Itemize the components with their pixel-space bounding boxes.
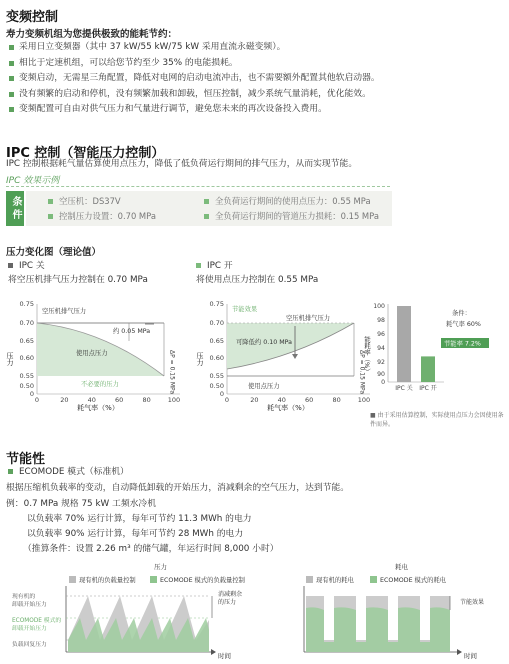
bar-y-tick: 96 (377, 331, 385, 338)
ann-waste: 不必要的压力 (81, 381, 119, 388)
pressure-legend-b: ECOMODE 模式的负载量控制 (160, 577, 245, 584)
chart-ipc-on (194, 296, 384, 416)
condition-item: 空压机：DS37V (48, 195, 121, 207)
ann-effect: 节能效果 (232, 306, 258, 313)
power-legend-a: 现有机的耗电 (316, 577, 354, 584)
ipc-example-label: IPC 效果示例 (6, 176, 60, 186)
pressure-chart-heading: 压力变化图（理论值） (6, 247, 102, 258)
chart-ipc-off (4, 296, 194, 416)
bar-ann-rate: 耗气率 60% (446, 321, 481, 328)
inverter-bullet-list (8, 40, 503, 118)
bar-y-tick: 0 (381, 379, 385, 386)
example-line-3: （推算条件：设置 2.26 m³ 的储气罐，年运行时间 8,000 小时） (23, 544, 279, 554)
dashed-divider (6, 186, 390, 187)
x-tick-label: 0 (224, 396, 230, 404)
ann-use: 使用点压力 (76, 350, 108, 357)
chart-energy-bar (364, 296, 504, 396)
x-tick-label: 40 (277, 396, 286, 404)
y-tick-label: 0 (29, 390, 34, 398)
y-tick-label: 0.55 (209, 372, 224, 380)
y-tick-label: 0.55 (19, 372, 34, 380)
left-ylabel: 压力 (6, 352, 14, 366)
left-xlabel: 耗气率（%） (77, 404, 119, 412)
bar-1 (421, 356, 435, 382)
ecomode-label: ECOMODE 模式（标准机） (8, 465, 129, 480)
mid-ylabel: 压力 (196, 352, 204, 366)
chart-pressure-time (4, 560, 294, 664)
ipc-on-label: IPC 开 (196, 259, 233, 274)
bar-ylabel: 能耗率（%） (363, 336, 371, 375)
example-line-1: 以负载率 70% 运行计算，每年可节约 11.3 MWh 的电力 (27, 514, 252, 524)
ipc-footnote: ■ 由于采用估算控制，实际使用点压力会因使用条件而异。 (370, 412, 504, 428)
x-tick-label: 100 (167, 396, 181, 404)
x-tick-label: 40 (87, 396, 96, 404)
section-title-ipc: IPC 控制（智能压力控制） (6, 146, 165, 161)
bar-category-label: IPC 开 (419, 385, 437, 392)
y-tick-label: 0.70 (209, 319, 224, 327)
example-line-2: 以负载率 90% 运行计算，每年可节约 28 MWh 的电力 (27, 529, 244, 539)
ann-discharge-mid: 空压机排气压力 (286, 315, 331, 322)
bar-ann-save: 节能率 7.2% (444, 340, 481, 348)
x-tick-label: 60 (115, 396, 124, 404)
bullet-item: 相比于定速机组，可以给您节约至少 35% 的电能损耗。 (8, 56, 503, 72)
x-tick-label: 20 (60, 396, 69, 404)
bullet-item: 没有频繁的启动和停机，没有频繁加载和卸载，恒压控制，减少系统气量消耗，优化能效。 (8, 87, 503, 103)
power-ann: 节能效果 (460, 599, 485, 606)
y-tick-label: 0.75 (19, 300, 34, 308)
bar-y-tick: 100 (373, 303, 385, 310)
condition-box (26, 191, 392, 226)
x-tick-label: 0 (34, 396, 40, 404)
example-head: 例：0.7 MPa 规格 75 kW 工频水冷机 (6, 499, 157, 509)
power-title: 耗电 (395, 563, 408, 571)
y-tick-label: 0.70 (19, 319, 34, 327)
y-tick-label: 0.65 (19, 337, 34, 345)
ann-use-mid: 使用点压力 (248, 383, 280, 390)
bar-0 (397, 306, 411, 382)
ipc-on-desc: 将使用点压力控制在 0.55 MPa (196, 275, 319, 285)
mid-xlabel: 耗气率（%） (267, 404, 309, 412)
y-tick-label: 0.50 (209, 382, 224, 390)
ipc-description: IPC 控制根据耗气量估算使用点压力，降低了低负荷运行期间的排气压力，从而实现节能。 (6, 159, 358, 169)
condition-item: 全负荷运行期间的管道压力损耗：0.15 MPa (204, 210, 379, 222)
bullet-item: 采用日立变频器（其中 37 kW/55 kW/75 kW 采用直流永磁变频）。 (8, 40, 503, 56)
bar-category-label: IPC 关 (395, 385, 413, 392)
y-tick-label: 0.60 (209, 354, 224, 362)
pressure-ann: 消减剩余的压力 (218, 591, 243, 606)
pressure-y-label-1: 现有机的卸载开始压力 (12, 594, 47, 608)
pressure-title: 压力 (154, 563, 167, 571)
pressure-y-label-3: 负载回复压力 (12, 642, 47, 648)
ipc-off-desc: 将空压机排气压力控制在 0.70 MPa (8, 275, 148, 285)
ann-about: 约 0.05 MPa (113, 328, 151, 335)
condition-item: 全负荷运行期间的使用点压力：0.55 MPa (204, 195, 371, 207)
pressure-y-label-2: ECOMODE 模式的卸载开始压力 (12, 618, 62, 632)
ipc-off-label: IPC 关 (8, 259, 45, 274)
bar-y-tick: 94 (377, 345, 385, 352)
inverter-subtitle: 寿力变频机组为您提供极致的能耗节约： (6, 29, 178, 40)
y-tick-label: 0 (219, 390, 224, 398)
bar-y-tick: 90 (377, 371, 385, 378)
ecomode-desc: 根据压缩机负载率的变动，自动降低卸载的开始压力，消减剩余的空气压力，达到节能。 (6, 483, 350, 493)
x-tick-label: 80 (332, 396, 341, 404)
ann-lower: 可降低约 0.10 MPa (236, 339, 293, 346)
x-tick-label: 20 (250, 396, 259, 404)
condition-item: 控制压力设置：0.70 MPa (48, 210, 156, 222)
power-legend-b: ECOMODE 模式的耗电 (380, 577, 447, 584)
bar-y-tick: 98 (377, 317, 385, 324)
y-tick-label: 0.75 (209, 300, 224, 308)
ann-discharge: 空压机排气压力 (42, 308, 87, 315)
bar-y-tick: 92 (377, 359, 385, 366)
chart-power-time (300, 560, 505, 664)
y-tick-label: 0.65 (209, 337, 224, 345)
y-tick-label: 0.50 (19, 382, 34, 390)
bullet-item: 变频配置可自由对供气压力和气量进行调节，避免您未来的再次设备投入费用。 (8, 102, 503, 118)
x-tick-label: 60 (305, 396, 314, 404)
ann-delta-mid: ΔP = 0.15 MPa (358, 350, 366, 395)
section-title-energy: 节能性 (6, 452, 46, 467)
condition-label: 条件 (6, 191, 24, 226)
pressure-xlabel: 时间 (218, 652, 231, 660)
bar-ann-cond: 条件： (452, 310, 471, 317)
power-xlabel: 时间 (464, 652, 477, 660)
section-title-inverter: 变频控制 (6, 10, 59, 25)
x-tick-label: 100 (357, 396, 371, 404)
pressure-legend-a: 现有机的负载量控制 (79, 577, 136, 584)
ann-delta: ΔP = 0.15 MPa (168, 350, 176, 395)
bullet-item: 变频启动，无需星三角配置，降低对电网的启动电流冲击，也不需要额外配置其他软启动器。 (8, 71, 503, 87)
x-tick-label: 80 (142, 396, 151, 404)
y-tick-label: 0.60 (19, 354, 34, 362)
